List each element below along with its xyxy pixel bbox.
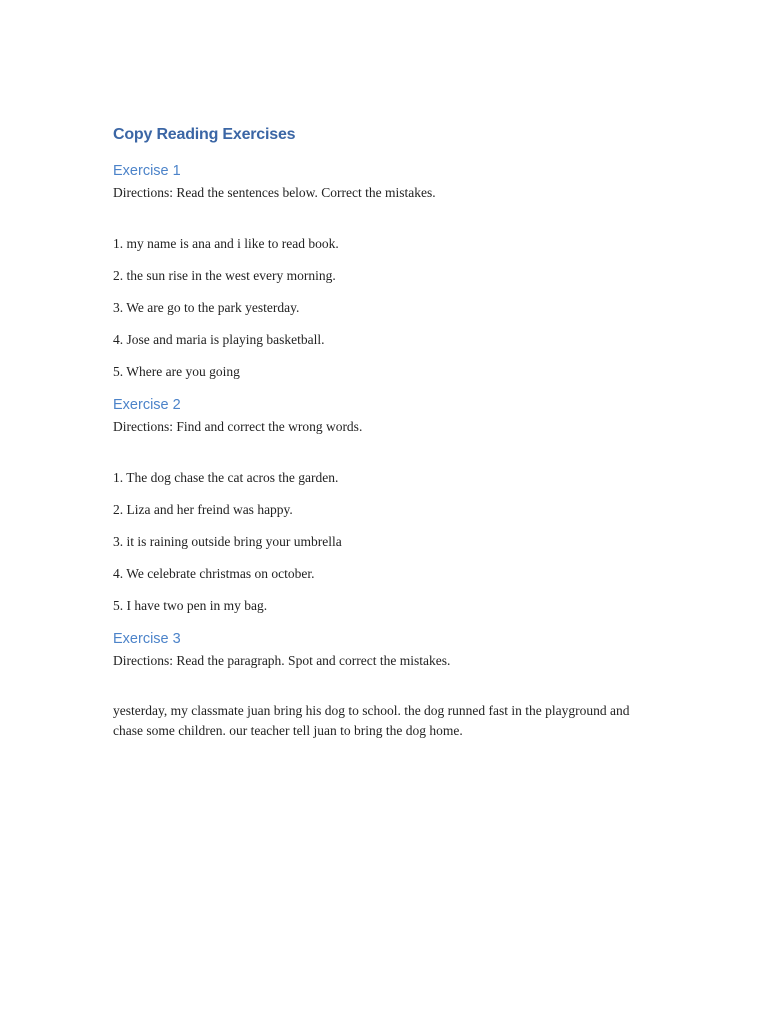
exercise-1-directions: Directions: Read the sentences below. Correct the mistakes. (113, 185, 436, 200)
exercise-1-heading: Exercise 1 (113, 163, 181, 179)
exercise-2-item-1: 1. The dog chase the cat acros the garden. (113, 470, 339, 485)
exercise-2-heading: Exercise 2 (113, 397, 181, 413)
exercise-3-directions: Directions: Read the paragraph. Spot and correct the mistakes. (113, 653, 451, 668)
exercise-2-item-4: 4. We celebrate christmas on october. (113, 566, 315, 581)
exercise-1-item-5: 5. Where are you going (113, 364, 240, 379)
exercise-3-paragraph: yesterday, my classmate juan bring his dog to school. the dog runned fast in the playground and chase some children. our teacher tell juan to bring the dog home. (113, 703, 630, 738)
exercise-1-item-2: 2. the sun rise in the west every morning. (113, 268, 336, 283)
exercise-3-section (113, 629, 673, 741)
exercise-1-item-4: 4. Jose and maria is playing basketball. (113, 332, 325, 347)
exercise-1-item-1: 1. my name is ana and i like to read book. (113, 236, 339, 251)
exercise-2-item-5: 5. I have two pen in my bag. (113, 598, 268, 613)
exercise-2-item-2: 2. Liza and her freind was happy. (113, 502, 293, 517)
document-page (113, 124, 673, 741)
document-title: Copy Reading Exercises (113, 126, 296, 143)
exercise-1-item-3: 3. We are go to the park yesterday. (113, 300, 300, 315)
exercise-3-heading: Exercise 3 (113, 631, 181, 647)
exercise-2-item-3: 3. it is raining outside bring your umbrella (113, 534, 342, 549)
exercise-1-section (113, 161, 673, 381)
exercise-2-directions: Directions: Find and correct the wrong words. (113, 419, 363, 434)
exercise-2-section (113, 395, 673, 615)
